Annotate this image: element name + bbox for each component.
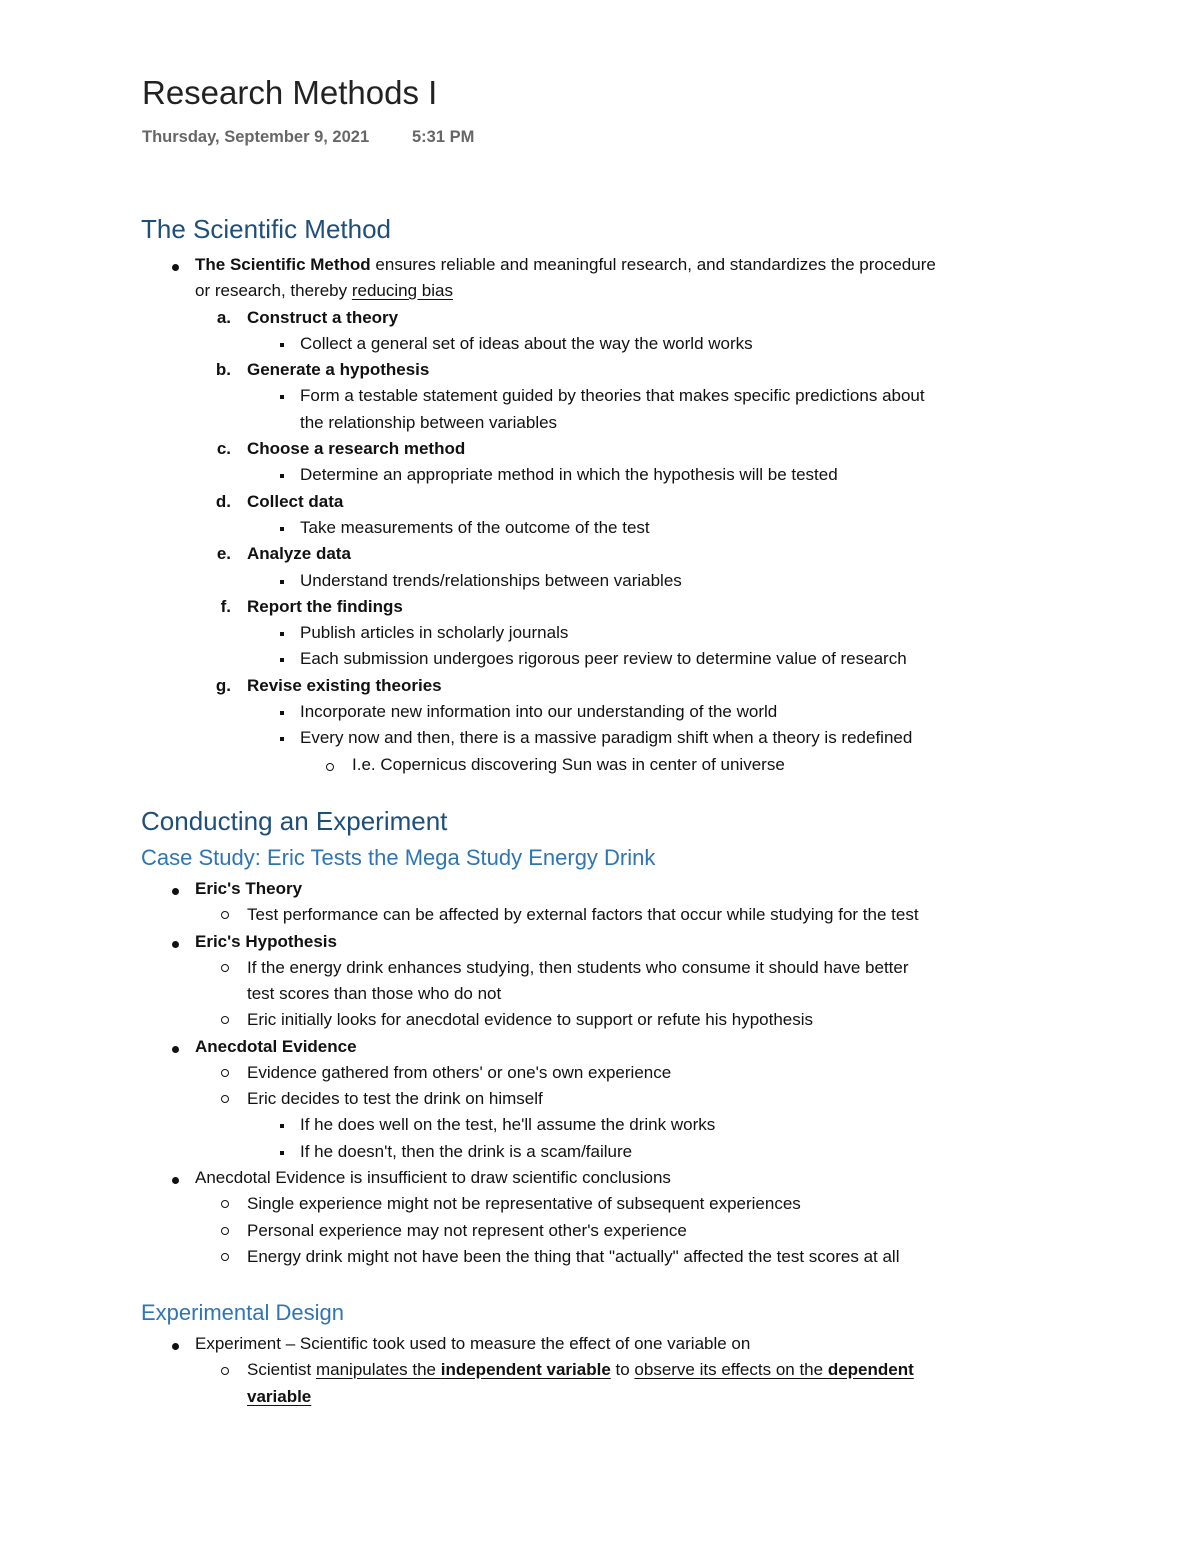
intro-text-1: ensures reliable and meaningful research, and standardizes the procedure xyxy=(370,255,936,274)
insufficient-line: Anecdotal Evidence is insufficient to draw scientific conclusions xyxy=(195,1168,671,1187)
step-label: Collect data xyxy=(247,492,344,511)
bullet-dot xyxy=(172,1343,179,1350)
circle-bullet xyxy=(221,1069,229,1077)
square-bullet xyxy=(280,343,284,347)
step-note: Publish articles in scholarly journals xyxy=(300,623,569,642)
square-bullet xyxy=(280,1151,284,1155)
section-heading-scientific-method: The Scientific Method xyxy=(141,214,392,244)
page-title: Research Methods I xyxy=(142,74,438,111)
circle-bullet xyxy=(221,1016,229,1024)
intro-line-1 xyxy=(195,254,936,276)
step-label: Construct a theory xyxy=(247,308,399,327)
bullet-dot xyxy=(172,941,179,948)
step-label: Choose a research method xyxy=(247,439,466,458)
step-subnote: I.e. Copernicus discovering Sun was in center of universe xyxy=(352,755,785,774)
scientist-line xyxy=(247,1359,914,1381)
dependent-term: dependent xyxy=(827,1360,914,1379)
square-bullet xyxy=(280,658,284,662)
step-label: Report the findings xyxy=(247,597,403,616)
square-bullet xyxy=(280,1124,284,1128)
square-bullet xyxy=(280,632,284,636)
theory-note: Test performance can be affected by external factors that occur while studying for the test xyxy=(247,905,919,924)
scientist-word: Scientist xyxy=(247,1360,316,1379)
step-note: Incorporate new information into our understanding of the world xyxy=(300,702,778,721)
step-marker: c. xyxy=(216,439,231,458)
step-label: Generate a hypothesis xyxy=(247,360,430,379)
section-heading-conducting-experiment: Conducting an Experiment xyxy=(141,806,448,836)
observe-phrase xyxy=(634,1360,913,1379)
anecdotal-note: Eric decides to test the drink on himself xyxy=(247,1089,543,1108)
circle-bullet xyxy=(221,1227,229,1235)
square-bullet xyxy=(280,711,284,715)
hypothesis-note: If the energy drink enhances studying, then students who consume it should have better xyxy=(247,958,909,977)
intro-underlined: reducing bias xyxy=(351,281,453,300)
variable-term: variable xyxy=(247,1387,312,1406)
experiment-definition: Experiment – Scientific took used to measure the effect of one variable on xyxy=(195,1334,751,1353)
square-bullet xyxy=(280,737,284,741)
step-marker: e. xyxy=(216,544,231,563)
hypothesis-note: Eric initially looks for anecdotal evidence to support or refute his hypothesis xyxy=(247,1010,814,1029)
intro-text-2: or research, thereby xyxy=(195,281,352,300)
intro-line-2 xyxy=(195,280,453,302)
hypothesis-note-continued: test scores than those who do not xyxy=(247,984,502,1003)
insufficient-note: Personal experience may not represent other's experience xyxy=(247,1221,687,1240)
subsection-heading-case-study: Case Study: Eric Tests the Mega Study Energy Drink xyxy=(141,845,656,870)
step-note: Determine an appropriate method in which the hypothesis will be tested xyxy=(300,465,838,484)
step-note: Form a testable statement guided by theories that makes specific predictions about xyxy=(300,386,925,405)
circle-bullet xyxy=(221,1200,229,1208)
manipulates-phrase xyxy=(316,1360,611,1379)
circle-bullet xyxy=(221,1095,229,1103)
step-marker: d. xyxy=(215,492,231,511)
square-bullet xyxy=(280,474,284,478)
step-note: Collect a general set of ideas about the way the world works xyxy=(300,334,753,353)
circle-bullet xyxy=(221,1253,229,1261)
circle-bullet xyxy=(326,763,334,771)
step-label: Revise existing theories xyxy=(247,676,442,695)
anecdotal-subnote: If he doesn't, then the drink is a scam/failure xyxy=(300,1142,633,1161)
theory-label: Eric's Theory xyxy=(195,879,303,898)
step-marker: a. xyxy=(216,308,231,327)
step-label: Analyze data xyxy=(247,544,351,563)
step-marker: b. xyxy=(215,360,231,379)
step-marker: f. xyxy=(220,597,231,616)
square-bullet xyxy=(280,395,284,399)
bullet-dot xyxy=(172,1046,179,1053)
square-bullet xyxy=(280,527,284,531)
square-bullet xyxy=(280,580,284,584)
circle-bullet xyxy=(221,964,229,972)
circle-bullet xyxy=(221,911,229,919)
independent-variable-term: independent variable xyxy=(440,1360,611,1379)
anecdotal-label: Anecdotal Evidence xyxy=(195,1037,357,1056)
manipulates-text: manipulates the xyxy=(315,1360,441,1379)
step-note: Every now and then, there is a massive paradigm shift when a theory is redefined xyxy=(300,728,913,747)
bullet-dot xyxy=(172,1177,179,1184)
observe-text: observe its effects on the xyxy=(634,1360,828,1379)
to-word: to xyxy=(610,1360,635,1379)
note-date: Thursday, September 9, 2021 xyxy=(142,128,370,146)
intro-bold: The Scientific Method xyxy=(195,255,371,274)
bullet-dot xyxy=(172,264,179,271)
hypothesis-label: Eric's Hypothesis xyxy=(195,932,337,951)
step-note: Take measurements of the outcome of the test xyxy=(300,518,650,537)
bullet-dot xyxy=(172,888,179,895)
step-note: Understand trends/relationships between variables xyxy=(300,571,682,590)
anecdotal-note: Evidence gathered from others' or one's own experience xyxy=(247,1063,672,1082)
step-note-continued: the relationship between variables xyxy=(300,413,558,432)
insufficient-note: Energy drink might not have been the thing that "actually" affected the test scores at all xyxy=(247,1247,900,1266)
circle-bullet xyxy=(221,1367,229,1375)
insufficient-note: Single experience might not be representative of subsequent experiences xyxy=(247,1194,801,1213)
subsection-heading-experimental-design: Experimental Design xyxy=(141,1300,344,1325)
anecdotal-subnote: If he does well on the test, he'll assume the drink works xyxy=(300,1115,716,1134)
step-marker: g. xyxy=(215,676,231,695)
note-time: 5:31 PM xyxy=(412,128,475,146)
step-note: Each submission undergoes rigorous peer review to determine value of research xyxy=(300,649,907,668)
